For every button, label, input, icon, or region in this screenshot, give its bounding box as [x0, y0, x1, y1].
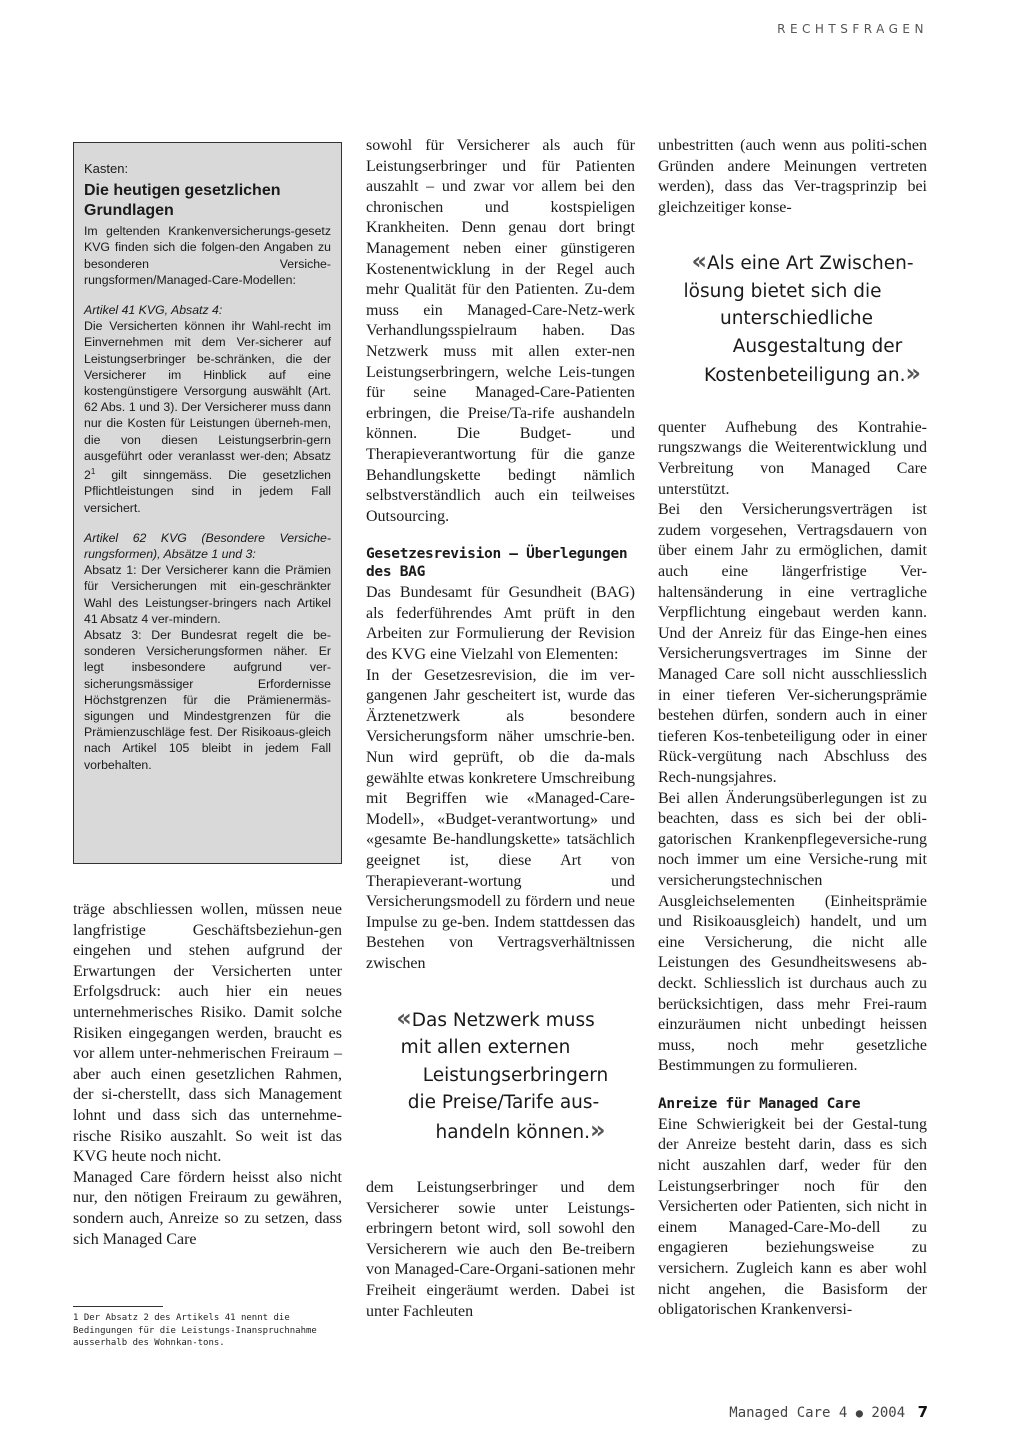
col3-paragraph-5: Eine Schwierigkeit bei der Gestal-tung der Anreize besteht darin, dass es sich nicht auszahlen darf, weder für den Leistungserbringer noch für den Versicherten oder Patienten, sich nicht in einem Managed-Care-Mo-dell zu engagieren beziehungsweise zu versichern. Zugleich kann es aber wohl nicht angehen, die Basisform der obligatorischen Krankenversi- [658, 1115, 927, 1319]
art62-abs3: Absatz 3: Der Bundesrat regelt die be-sonderen Versicherungsformen näher. Er legt insbesondere aufgrund ver-sicherungsmässiger Erfordernisse Höchstgrenzen für die Prämienermäs-sigungen und Mindestgrenzen für die Prämienzuschläge fest. Der Risikoaus-gleich nach Artikel 105 bleibt in jedem Fall vorbehalten. [84, 627, 331, 772]
page-number: 7 [917, 1403, 928, 1421]
col2-paragraph-4: dem Leistungserbringer und dem Versicherer sowie unter Leistungs-erbringern betont wird, soll sowohl den Versicherern wie auch den Be-treibern von Managed-Care-Organi-sationen mehr Freiheit eingeräumt werden. Dabei ist unter Fachleuten [366, 1179, 635, 1320]
column-2 [366, 136, 635, 1322]
close-quote-mark: » [589, 1115, 606, 1144]
close-quote-mark: » [905, 359, 921, 388]
art41-text [84, 318, 331, 516]
box-label: Kasten: [84, 161, 129, 176]
pull-2-line-3: unterschiedliche [719, 308, 874, 330]
pull-1-line-1: Das Netzwerk muss [411, 1009, 595, 1031]
pull-1-line-2: mit allen externen [400, 1037, 571, 1059]
footnote: 1 Der Absatz 2 des Artikels 41 nennt die Bedingungen für die Leistungs-Inanspruchnahme ausserhalb des Wohnkan-tons. [73, 1313, 317, 1348]
box-intro: Im geltenden Krankenversicherungs-gesetz KVG finden sich die folgen-den Angaben zu besonderen Versiche-rungsformen/Managed-Care-Modellen: [84, 224, 331, 287]
footnote-divider [73, 1306, 163, 1307]
pull-1-line-3: Leistungserbringern [422, 1064, 609, 1086]
col2-paragraph-3: In der Gesetzesrevision, die im ver-gangenen Jahr gescheitert ist, wurde das Ärztenetzwerk als besondere Versicherungsform näher umschrie-ben. Nun wird geprüft, ob die da-mals gewählte etwas konkretere Umschreibung mit Begriffen wie «Managed-Care-Modell», «Budget-verantwortung» und «gesamte Be-handlungskette» tatsächlich geeignet ist, diese Art von Therapieverant-wortung und Versicherungsmodell zu fördern und neue Impulse zu ge-ben. Indem stattdessen das Bestehen von Vertragsverhältnissen zwischen [366, 666, 635, 972]
section-label: RECHTSFRAGEN [777, 22, 928, 36]
pull-2-line-4: Ausgestaltung der [732, 335, 903, 357]
col1-paragraph-2: Managed Care fördern heisst also nicht nur, den nötigen Freiraum zu gewähren, sondern auch, Anreize so zu setzen, dass sich Managed Care [73, 1168, 342, 1248]
col3-paragraph-2: quenter Aufhebung des Kontrahie-rungszwangs die Weiterentwicklung und Verbreitung von Managed Care unterstützt. [658, 418, 927, 498]
col3-paragraph-1: unbestritten (auch wenn aus politi-schen Gründen andere Meinungen vertreten werden), dass das Ver-tragsprinzip bei gleichzeitiger konse- [658, 137, 927, 216]
col3-paragraph-3: Bei den Versicherungsverträgen ist zudem vorgesehen, Vertragsdauern von über einem Jahr zu ermöglichen, damit auch eine längerfristige Ver-haltensänderung in eine vertragliche Verpflichtung eingebaut werden kann. Und der Anreiz für das Einge-hen eines Versicherungsvertrages im Sinne der Managed Care soll nicht ausschliesslich in einer tieferen Ver-sicherungsprämie bestehen dürfen, sondern auch in einer tieferen Kos-tenbeteiligung oder in einer Rück-vergütung nach Abschluss des Rech-nungsjahres. [658, 501, 927, 786]
footnote-ref: 1 [90, 467, 96, 477]
art41-text-a: Die Versicherten können ihr Wahl-recht im Einvernehmen mit dem Ver-sicherer auf Leistungserbringer be-schränken, die der Versicherer im Hinblick auf eine kostengünstigere Versorgung auswählt (Art. 62 Abs. 1 und 3). Der Versicherer muss dann nur die Kosten für Leistungen überneh-men, die von diesen Leistungserbrin-gern ausgeführt oder veranlasst wer-den; Absatz 2 [84, 319, 331, 483]
journal-name: Managed Care [729, 1405, 831, 1421]
art62-heading: Artikel 62 KVG (Besondere Versiche-rungsformen), Absätze 1 und 3: [84, 530, 331, 561]
col3-paragraph-4: Bei allen Änderungsüberlegungen ist zu beachten, dass es sich bei der obli-gatorischen Krankenpflegeversiche-rung noch immer um eine Versiche-rung mit versicherungstechnischen Ausgleichselementen (Einheitsprämie und Risikoausgleich) handelt, und um eine Versicherung, die nicht alle Leistungen des Gesundheitswesens ab-deckt. Schliesslich ist durchaus auch zu berücksichtigen, dass mehr Frei-raum einzuräumen nicht unbedingt heissen muss, noch mehr gesetzliche Bestimmungen zu formulieren. [658, 789, 927, 1075]
pull-2-line-2: lösung bietet sich die [683, 280, 882, 302]
pull-2-line-1: Als eine Art Zwischen- [707, 253, 914, 275]
subhead-anreize: Anreize für Managed Care [658, 1095, 861, 1112]
box-title: Die heutigen gesetzlichen Grundlagen [84, 182, 281, 220]
open-quote-mark: « [396, 1003, 412, 1032]
pull-quote-1 [366, 1005, 635, 1147]
issue-number: 4 [838, 1405, 848, 1421]
pull-2-line-5: Kostenbeteiligung an. [704, 365, 906, 387]
info-box [73, 142, 342, 864]
art41-heading: Artikel 41 KVG, Absatz 4: [84, 303, 223, 318]
col2-paragraph-1: sowohl für Versicherer als auch für Leistungserbringer und für Patienten auszahlt – und zwar vor allem bei den chronischen und kostspieligen Krankheiten. Denn genau dort bringt Management neben einer günstigeren Kostenentwicklung in der Regel auch mehr Qualität für den Patienten. Zu-dem muss ein Managed-Care-Netz-werk Verhandlungsspielraum haben. Das Netzwerk muss mit allen exter-nen Leistungserbringern, welche Leis-tungen für seine Managed-Care-Patienten erbringen, die Preise/Ta-rife aushandeln können. Die Budget- und Therapieverantwortung für die ganze Behandlungskette bedingt nämlich selbstverständlich auch ein teilweises Outsourcing. [366, 137, 635, 525]
pull-1-line-5: handeln können. [435, 1121, 590, 1143]
col1-paragraph-1: träge abschliessen wollen, müssen neue langfristige Geschäftsbeziehun-gen eingehen und stehen aufgrund der Erwartungen der Versicherten unter Erfolgsdruck: auch hier ein neues unternehmerisches Risiko. Damit solche Risiken eingegangen werden, braucht es vor allem unter-nehmerischen Freiraum – aber auch einen gesetzlichen Rahmen, der si-cherstellt, dass sich Management lohnt und dass sich das unternehme-rische Risiko auszahlt. So weit ist das KVG heute noch nicht. [73, 901, 342, 1166]
pull-quote-2 [658, 248, 927, 390]
column-3 [658, 136, 927, 1321]
art62-abs1: Absatz 1: Der Versicherer kann die Prämien für Versicherungen mit ein-geschränkter Wahl des Leistungser-bringers nach Artikel 41 Absatz 4 ver-mindern. [84, 563, 331, 626]
col2-paragraph-2: Das Bundesamt für Gesundheit (BAG) als federführendes Amt prüft in den Arbeiten zur Formulierung der Revision des KVG eine Vielzahl von Elementen: [366, 584, 635, 664]
art41-text-b: gilt sinngemäss. Die gesetzlichen Pflichtleistungen sind in jedem Fall versichert. [84, 468, 331, 515]
pull-1-line-4: die Preise/Tarife aus- [407, 1092, 600, 1114]
bullet-separator: ● [855, 1406, 863, 1420]
open-quote-mark: « [691, 247, 708, 276]
column-1-text [73, 900, 342, 1250]
year: 2004 [871, 1405, 906, 1421]
page-footer [729, 1403, 928, 1421]
subhead-gesetzesrevision: Gesetzesrevision – Überlegungen des BAG [366, 546, 628, 581]
